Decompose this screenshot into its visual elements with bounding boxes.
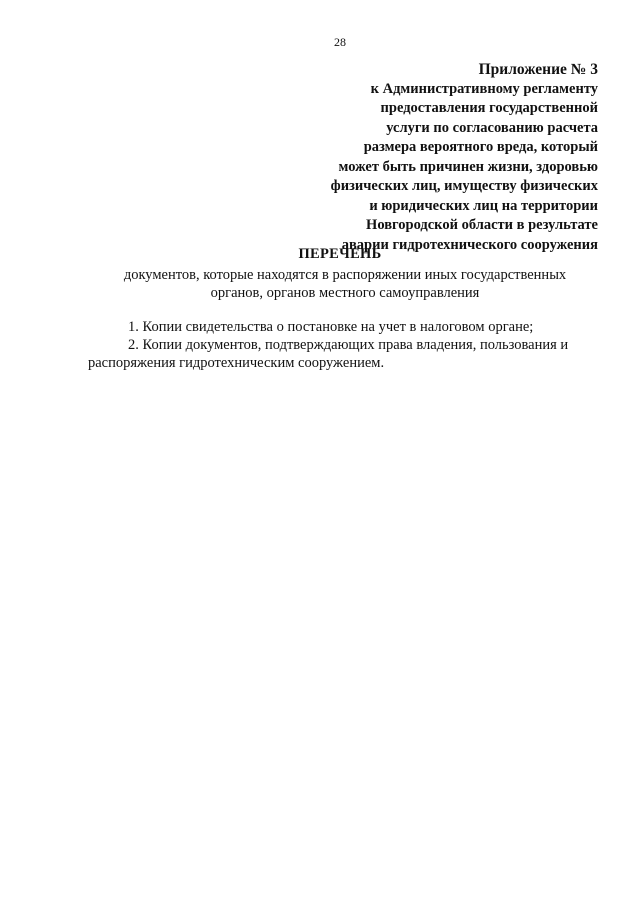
appendix-block [268, 60, 598, 255]
list-item-text: 2. Копии документов, подтверждающих права владения, пользования и [128, 337, 569, 353]
document-subtitle [100, 266, 590, 302]
subtitle-line: органов, органов местного самоуправления [210, 285, 480, 301]
appendix-line: предоставления государственной [380, 100, 598, 116]
document-heading: ПЕРЕЧЕНЬ [298, 246, 382, 262]
list-item-continuation: распоряжения гидротехническим сооружением. [88, 355, 385, 371]
appendix-title: Приложение № 3 [478, 61, 598, 78]
appendix-line: и юридических лиц на территории [369, 197, 598, 214]
appendix-line: услуги по согласованию расчета [386, 119, 598, 136]
appendix-line: Новгородской области в результате [366, 217, 598, 233]
appendix-line: физических лиц, имуществу физических [330, 178, 598, 194]
appendix-line: может быть причинен жизни, здоровью [338, 158, 598, 175]
list-item [88, 318, 600, 336]
list-item-text: 1. Копии свидетельства о постановке на учет в налоговом органе; [128, 319, 534, 335]
appendix-line: размера вероятного вреда, который [363, 139, 598, 155]
list-item [88, 336, 600, 372]
page-number: 28 [334, 35, 346, 49]
appendix-line: к Административному регламенту [370, 80, 598, 97]
appendix-line: аварии гидротехнического сооружения [341, 236, 598, 253]
documents-list [88, 318, 600, 372]
subtitle-line: документов, которые находятся в распоряжении иных государственных [123, 267, 567, 283]
